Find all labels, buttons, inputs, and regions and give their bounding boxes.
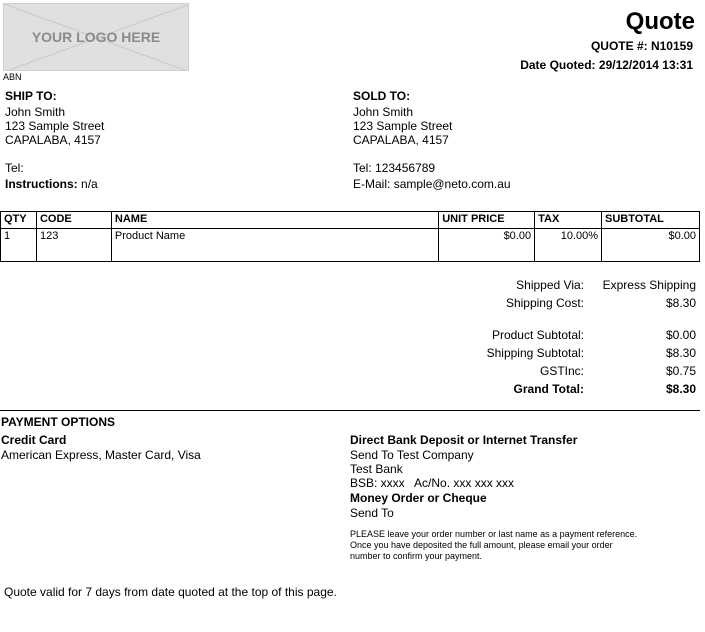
table-row [1,229,700,262]
logo-text: YOUR LOGO HERE [31,29,161,45]
sold-to-tel [353,161,511,175]
credit-card-block [1,433,201,462]
quote-validity-note: Quote valid for 7 days from date quoted at the top of this page. [4,585,337,599]
shipping-cost-label: Shipping Cost: [505,296,584,310]
col-subtotal-header: SUBTOTAL [602,212,700,229]
product-subtotal-value: $0.00 [665,328,696,342]
col-unit-price-header: UNIT PRICE [439,212,535,229]
bank-heading: Direct Bank Deposit or Internet Transfer [350,433,578,447]
shipping-cost-value: $8.30 [665,296,696,310]
col-name-header: NAME [111,212,438,229]
row-code: 123 [36,229,111,262]
ship-to-city: CAPALABA, 4157 [5,133,101,147]
gst-value: $0.75 [665,364,696,378]
payment-divider [0,410,700,411]
bank-line-1: Send To Test Company [350,448,474,462]
ship-to-street: 123 Sample Street [5,119,105,133]
ship-to-tel-label: Tel: [5,161,24,175]
row-qty: 1 [1,229,37,262]
payment-note-line-3: number to confirm your payment. [350,551,483,561]
money-order-heading: Money Order or Cheque [350,491,487,505]
items-table [0,211,700,262]
shipped-via-value: Express Shipping [602,278,696,292]
sold-to-street: 123 Sample Street [353,119,453,133]
sold-to-heading: SOLD TO: [353,89,411,103]
instructions-label: Instructions: [5,177,78,191]
gst-label: GSTInc: [539,364,584,378]
quote-number [591,39,693,53]
credit-card-text: American Express, Master Card, Visa [1,448,201,462]
sold-to-email-label: E-Mail: [353,177,391,191]
shipped-via-label: Shipped Via: [516,278,584,292]
date-quoted [520,58,693,72]
sold-to-email [353,177,511,191]
col-tax-header: TAX [535,212,602,229]
abn-label: ABN [3,72,22,82]
row-unit-price: $0.00 [439,229,535,262]
sold-to-block [353,89,511,191]
page-title: Quote [625,8,695,35]
row-tax: 10.00% [535,229,602,262]
col-qty-header: QTY [1,212,37,229]
row-subtotal: $0.00 [602,229,700,262]
table-header-row [1,212,700,229]
product-subtotal-label: Product Subtotal: [491,328,584,342]
ship-to-heading: SHIP TO: [5,89,57,103]
ship-to-name: John Smith [5,105,66,119]
payment-options-heading: PAYMENT OPTIONS [1,415,116,429]
grand-total-value: $8.30 [665,382,696,396]
date-quoted-label: Date Quoted: [520,58,596,72]
sold-to-email-value[interactable]: sample@neto.com.au [393,177,511,191]
ship-to-instructions [5,177,104,191]
credit-card-heading: Credit Card [1,433,67,447]
shipping-subtotal-label: Shipping Subtotal: [486,346,584,360]
instructions-value: n/a [81,177,98,191]
bank-transfer-block [350,433,637,562]
shipping-subtotal-value: $8.30 [665,346,696,360]
row-name: Product Name [111,229,438,262]
sold-to-name: John Smith [353,105,414,119]
sold-to-tel-value: 123456789 [375,161,436,175]
sold-to-city: CAPALABA, 4157 [353,133,449,147]
company-logo [3,3,189,71]
bank-line-2: Test Bank [350,462,403,476]
grand-total-label: Grand Total: [513,382,584,396]
quote-number-value: N10159 [650,39,693,53]
payment-note-line-1: PLEASE leave your order number or last name as a payment reference. [350,529,638,539]
quote-number-label: QUOTE #: [590,39,648,53]
date-quoted-value: 29/12/2014 13:31 [598,58,693,72]
ship-to-block [5,89,104,191]
col-code-header: CODE [36,212,111,229]
payment-note-line-2: Once you have deposited the full amount, please email your order [350,540,613,550]
sold-to-tel-label: Tel: [353,161,372,175]
bank-line-3: BSB: xxxx Ac/No. xxx xxx xxx [350,476,515,490]
money-order-text: Send To [350,506,394,520]
